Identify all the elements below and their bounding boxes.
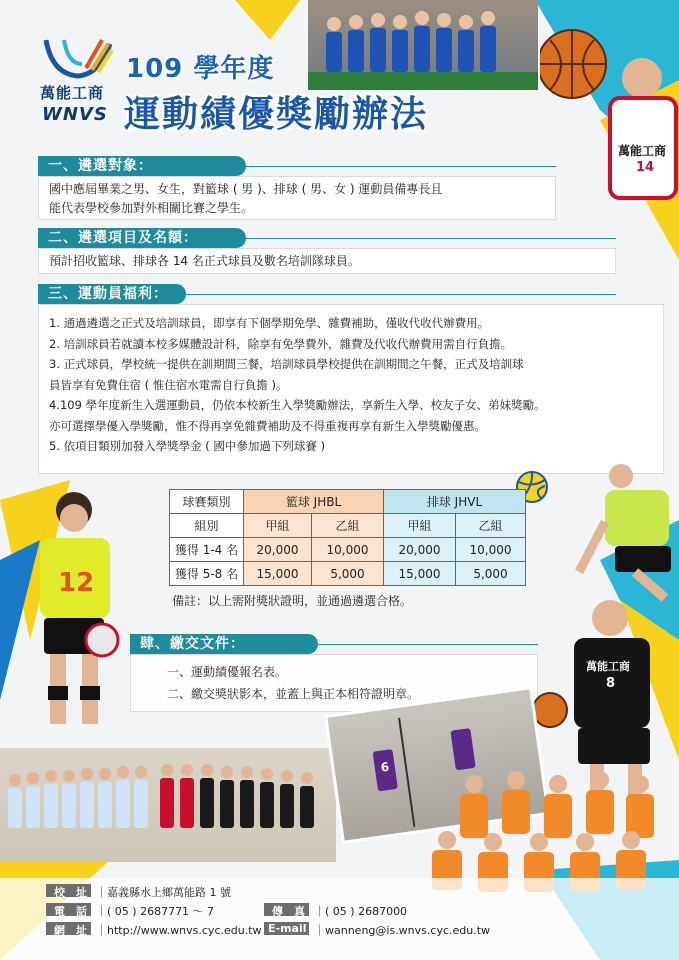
section-3-line: 2. 培訓球員若就讀本校多媒體設計科，除享有免學費外，雜費及代收代辦費用需自行負擔。 xyxy=(49,336,513,351)
section-body-1 xyxy=(38,176,556,220)
email-label: E-mail xyxy=(268,922,307,935)
table-cell-group-a: 甲組 xyxy=(244,514,312,538)
jersey-number-top: 14 xyxy=(636,160,655,175)
address-label: 校 址 xyxy=(54,886,87,899)
deco-triangle-yellow-top xyxy=(235,0,300,40)
section-rule-2 xyxy=(246,238,616,239)
web-label: 網 址 xyxy=(54,924,87,937)
volleyball-player-girl xyxy=(10,490,130,730)
section-3-line: 4.109 學年度新生入選運動員，仍依本校新生入學獎勵辦法，享新生入學、校友子女、弟妹獎勵。 xyxy=(49,398,546,412)
phone-label: 電 話 xyxy=(54,905,87,918)
table-cell-amount: 20,000 xyxy=(244,538,312,562)
volleyball-icon xyxy=(86,624,118,656)
section-3-line: 5. 依項目類別加發入學獎學金 ( 國中參加過下列球賽 ) xyxy=(49,439,326,453)
basketball-player-top xyxy=(540,20,679,210)
fax-label: 傳 真 xyxy=(272,905,305,918)
section-3-line: 3. 正式球員，學校統一提供在訓期間三餐，培訓球員學校提供在訓期間之午餐，正式及培訓球 xyxy=(49,357,524,371)
title-year: 109 學年度 xyxy=(126,54,275,84)
address-value: ｜嘉義縣水上鄉萬能路 1 號 xyxy=(96,886,231,899)
table-cell-amount: 10,000 xyxy=(312,538,384,562)
table-cell-group-b: 乙組 xyxy=(312,514,384,538)
section-heading-1: 一、遴選對象： xyxy=(38,156,246,176)
volleyball-player-diving xyxy=(575,462,679,602)
jersey-text-top: 萬能工商 xyxy=(618,144,667,158)
section-body-2 xyxy=(38,248,616,274)
section-2-line: 預計招收籃球、排球各 14 名正式球員及數名培訓隊球員。 xyxy=(49,254,360,268)
table-row xyxy=(170,514,526,538)
school-abbr: WNVS xyxy=(42,104,108,125)
table-cell-amount: 15,000 xyxy=(384,562,456,586)
jersey-text-right: 萬能工商 xyxy=(586,660,630,673)
table-cell-amount: 20,000 xyxy=(384,538,456,562)
team-lineup-photo xyxy=(0,748,336,862)
address-text: 嘉義縣水上鄉萬能路 1 號 xyxy=(107,886,231,899)
team-figures xyxy=(308,0,538,90)
fax-value: ｜( 05 ) 2687000 xyxy=(314,905,408,918)
jersey-number-girl: 12 xyxy=(58,568,95,598)
section-3-line: 亦可選擇學優入學獎勵，惟不得再享免雜費補助及不得重複再享有新生入學獎勵優惠。 xyxy=(49,418,486,433)
table-cell-amount: 5,000 xyxy=(456,562,526,586)
email-value: ｜wanneng@is.wnvs.cyc.edu.tw xyxy=(314,924,491,937)
table-row xyxy=(170,490,526,514)
page-title: 運動績優獎勵辦法 xyxy=(124,94,429,135)
basketball-icon xyxy=(533,693,567,727)
table-cell-amount: 5,000 xyxy=(312,562,384,586)
fax-text: ( 05 ) 2687000 xyxy=(325,905,408,918)
table-row xyxy=(170,562,526,586)
table-cell-group-b: 乙組 xyxy=(456,514,526,538)
table-cell-rank: 獲得 1-4 名 xyxy=(170,538,244,562)
web-value: ｜http://www.wnvs.cyc.edu.tw xyxy=(96,924,262,937)
section-3-line: 員皆享有免費住宿 ( 惟住宿水電需自行負擔 )。 xyxy=(49,377,288,392)
phone-value: ｜( 05 ) 2687771 ～ 7 xyxy=(96,905,215,918)
section-heading-4: 肆、繳交文件： xyxy=(130,634,318,654)
section-rule-1 xyxy=(246,166,556,167)
web-link[interactable]: http://www.wnvs.cyc.edu.tw xyxy=(107,924,262,937)
jersey-number-right: 8 xyxy=(606,676,616,691)
table-note: 備註：以上需附獎狀證明，並通過遴選合格。 xyxy=(172,594,413,608)
email-link[interactable]: wanneng@is.wnvs.cyc.edu.tw xyxy=(325,924,491,937)
scholarship-table xyxy=(169,489,526,586)
school-name: 萬能工商 xyxy=(40,84,105,102)
table-header-category: 球賽類別 xyxy=(170,490,244,514)
table-cell-rank: 獲得 5-8 名 xyxy=(170,562,244,586)
section-3-line: 1. 通過遴選之正式及培訓球員，即享有下個學期免學、雜費補助，僅收代收代辦費用。 xyxy=(49,316,490,330)
table-row xyxy=(170,538,526,562)
table-header-volleyball: 排球 JHVL xyxy=(384,490,526,514)
jersey-number-purple: 6 xyxy=(379,759,391,775)
school-logo-icon xyxy=(42,34,114,80)
table-cell-amount: 15,000 xyxy=(244,562,312,586)
table-cell-group-a: 甲組 xyxy=(384,514,456,538)
section-rule-4 xyxy=(318,644,538,645)
section-heading-3: 三、運動員福利： xyxy=(38,284,186,304)
team-photo-top xyxy=(308,0,538,90)
phone-text: ( 05 ) 2687771 ～ 7 xyxy=(107,905,215,918)
section-body-3 xyxy=(38,304,664,474)
table-header-basketball: 籃球 JHBL xyxy=(244,490,384,514)
section-4-line: 二、繳交獎狀影本，並蓋上與正本相符證明章。 xyxy=(167,687,420,701)
table-cell-group-label: 組別 xyxy=(170,514,244,538)
section-1-line: 能代表學校參加對外相關比賽之學生。 xyxy=(49,201,254,215)
table-cell-amount: 10,000 xyxy=(456,538,526,562)
section-1-line: 國中應屆畢業之男、女生，對籃球 ( 男 )、排球 ( 男、女 ) 運動員備專長且 xyxy=(49,182,443,196)
section-4-line: 一、運動績優報名表。 xyxy=(167,665,288,679)
section-rule-3 xyxy=(186,294,616,295)
section-heading-2: 二、遴選項目及名額： xyxy=(38,228,246,248)
